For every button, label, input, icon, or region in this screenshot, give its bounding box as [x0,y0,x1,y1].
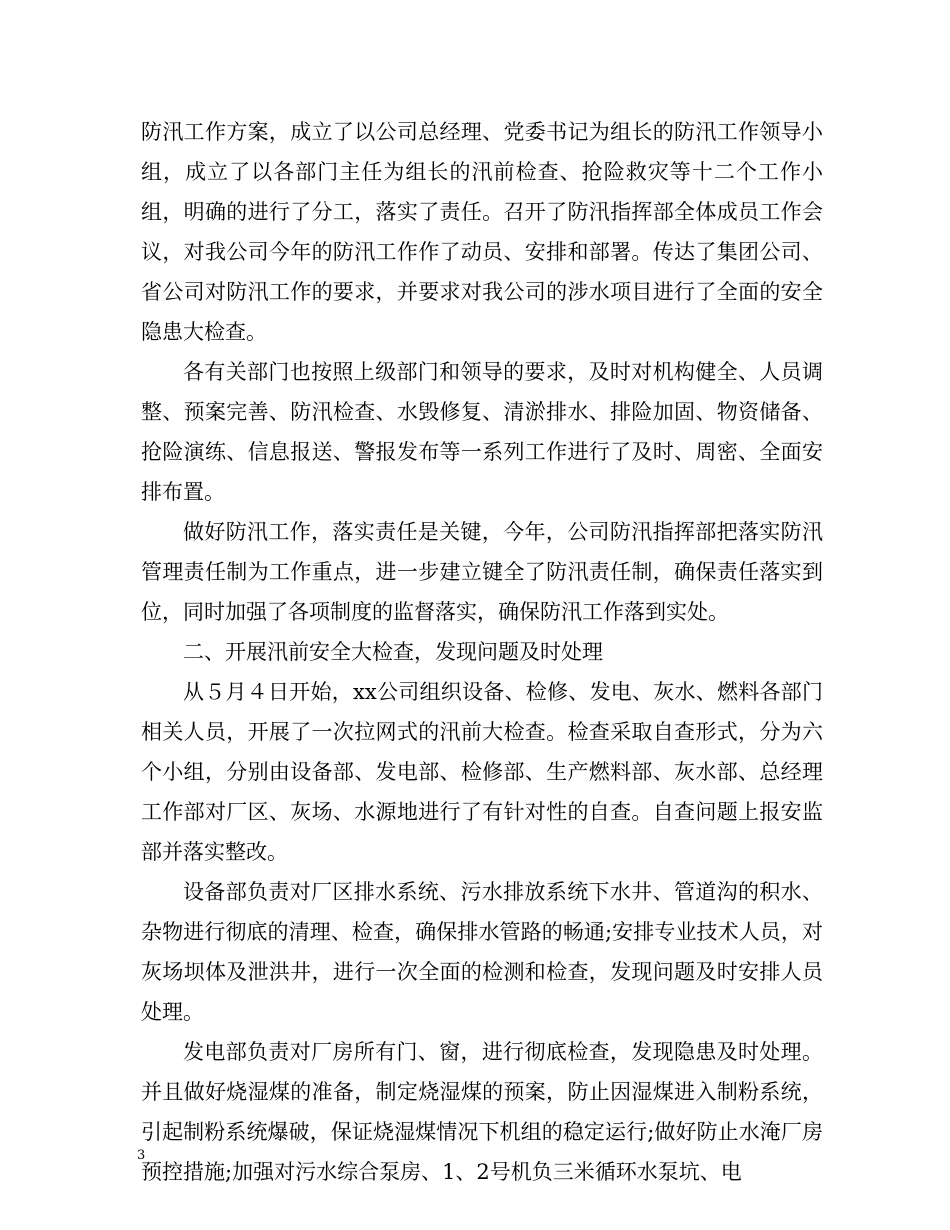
paragraph-5: 设备部负责对厂区排水系统、污水排放系统下水井、管道沟的积水、杂物进行彻底的清理、检查，确保排水管路的畅通;安排专业技术人员，对灰场坝体及泄洪井，进行一次全面的检测和检查，发现问题及时安排人员处理。 [141,880,823,1024]
page-number: 3 [137,1148,146,1163]
paragraph-6: 发电部负责对厂房所有门、窗，进行彻底检查，发现隐患及时处理。并且做好烧湿煤的准备，制定烧湿煤的预案，防止因湿煤进入制粉系统，引起制粉系统爆破，保证烧湿煤情况下机组的稳定运行;做好防止水淹厂房预控措施;加强对污水综合泵房、1、2号机负三米循环水泵坑、电 [141,1040,823,1184]
paragraph-3: 做好防汛工作，落实责任是关键，今年，公司防汛指挥部把落实防汛管理责任制为工作重点，进一步建立键全了防汛责任制，确保责任落实到位，同时加强了各项制度的监督落实，确保防汛工作落到实处。 [141,520,823,624]
paragraph-2: 各有关部门也按照上级部门和领导的要求，及时对机构健全、人员调整、预案完善、防汛检查、水毁修复、清淤排水、排险加固、物资储备、抢险演练、信息报送、警报发布等一系列工作进行了及时、周密、全面安排布置。 [141,360,823,504]
paragraph-4: 从５月４日开始，xx公司组织设备、检修、发电、灰水、燃料各部门相关人员，开展了一次拉网式的汛前大检查。检查采取自查形式，分为六个小组，分别由设备部、发电部、检修部、生产燃料部、灰水部、总经理工作部对厂区、灰场、水源地进行了有针对性的自查。自查问题上报安监部并落实整改。 [141,680,823,864]
paragraph-1: 防汛工作方案，成立了以公司总经理、党委书记为组长的防汛工作领导小组，成立了以各部门主任为组长的汛前检查、抢险救灾等十二个工作小组，明确的进行了分工，落实了责任。召开了防汛指挥部全体成员工作会议，对我公司今年的防汛工作作了动员、安排和部署。传达了集团公司、省公司对防汛工作的要求，并要求对我公司的涉水项目进行了全面的安全隐患大检查。 [141,120,823,344]
document-body [141,112,823,1192]
section-heading: 二、开展汛前安全大检查，发现问题及时处理 [183,640,603,664]
